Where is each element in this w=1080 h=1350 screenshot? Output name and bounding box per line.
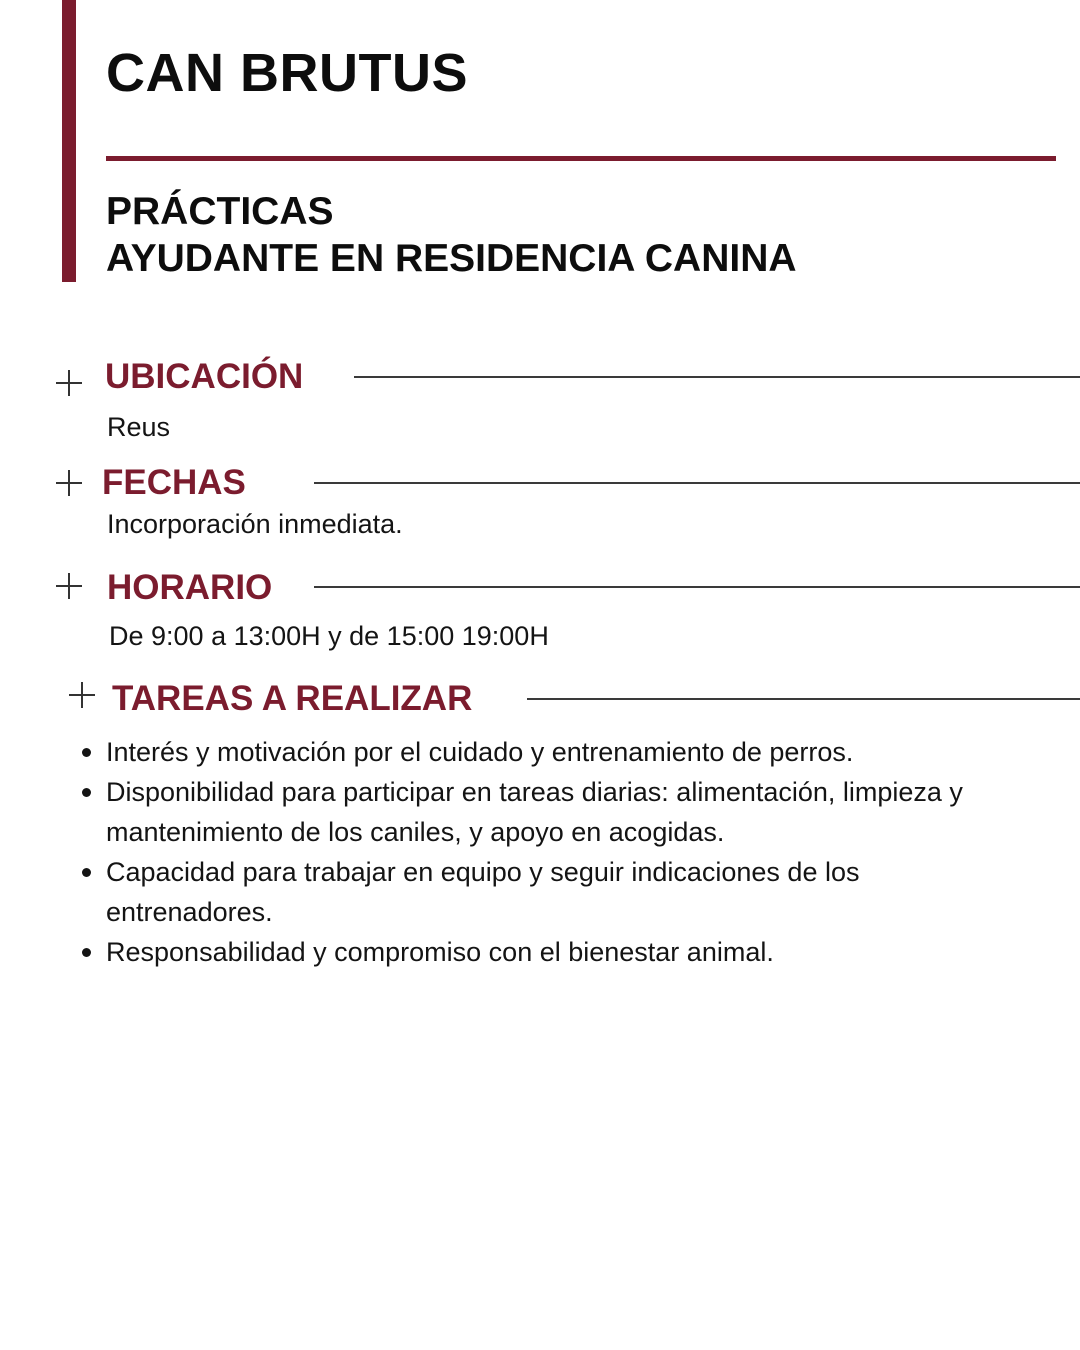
bullet-dot (82, 948, 91, 957)
task-text: Disponibilidad para participar en tareas diarias: alimentación, limpieza y mantenimiento de los caniles, y apoyo en acogidas. (106, 777, 963, 847)
job-title-line-2: AYUDANTE EN RESIDENCIA CANINA (106, 237, 797, 280)
bullet-dot (82, 868, 91, 877)
bullet-dot (82, 788, 91, 797)
company-name: CAN BRUTUS (106, 43, 468, 103)
list-item (106, 852, 1006, 932)
dates-value: Incorporación inmediata. (107, 509, 403, 539)
task-list (106, 732, 1006, 972)
accent-bar (62, 0, 76, 282)
location-value: Reus (107, 412, 171, 442)
section-label-schedule: HORARIO (107, 568, 273, 607)
schedule-value: De 9:00 a 13:00H y de 15:00 19:00H (109, 621, 549, 651)
plus-icon (56, 370, 82, 396)
list-item (106, 732, 1006, 772)
task-text: Interés y motivación por el cuidado y entrenamiento de perros. (106, 737, 854, 767)
section-label-dates: FECHAS (102, 463, 246, 502)
plus-icon (56, 573, 82, 599)
section-rule-location (354, 376, 1080, 378)
plus-icon (69, 682, 95, 708)
section-label-tasks: TAREAS A REALIZAR (112, 679, 473, 718)
list-item (106, 772, 1006, 852)
section-rule-dates (314, 482, 1080, 484)
list-item (106, 932, 1006, 972)
job-title-line-1: PRÁCTICAS (106, 190, 334, 233)
section-rule-tasks (527, 698, 1080, 700)
title-divider (106, 156, 1056, 161)
plus-icon (56, 470, 82, 496)
bullet-dot (82, 748, 91, 757)
job-title (106, 188, 797, 282)
task-text: Capacidad para trabajar en equipo y seguir indicaciones de los entrenadores. (106, 857, 860, 927)
section-label-location: UBICACIÓN (105, 357, 304, 396)
section-rule-schedule (314, 586, 1080, 588)
task-text: Responsabilidad y compromiso con el bienestar animal. (106, 937, 774, 967)
